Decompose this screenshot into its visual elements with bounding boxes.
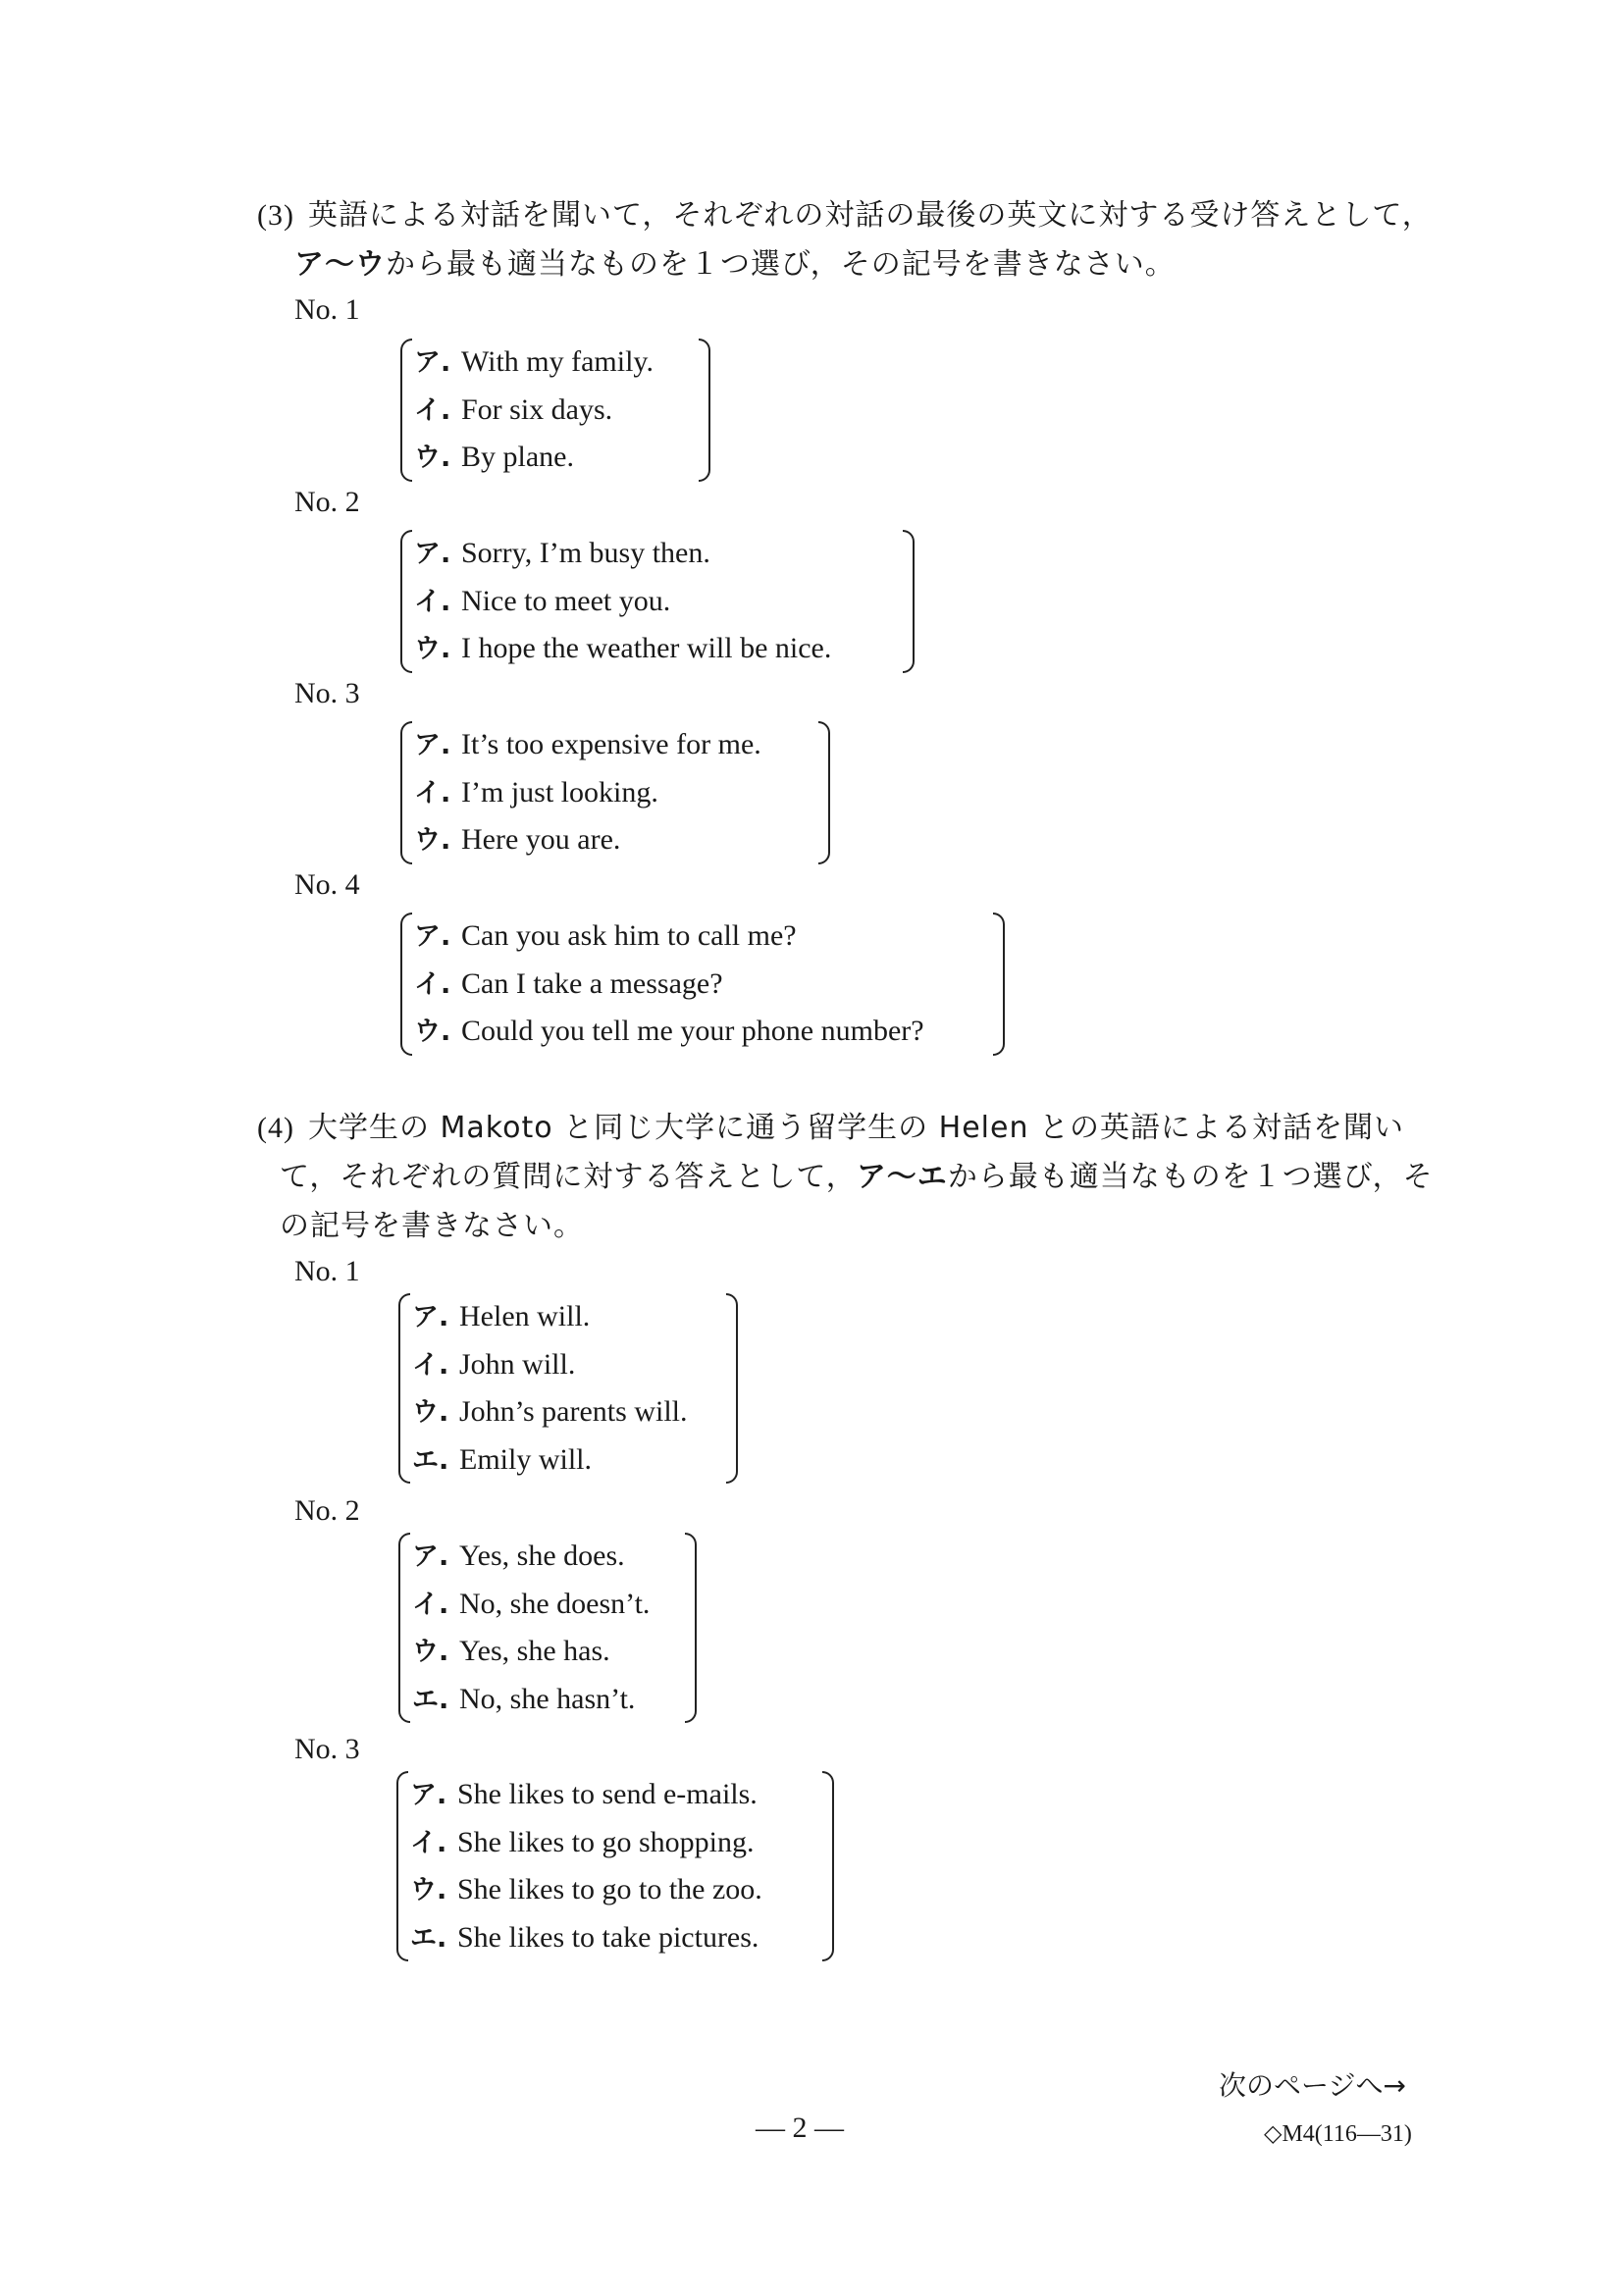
section3-instruction-line2: ア～ウから最も適当なものを１つ選び，その記号を書きなさい。: [294, 247, 1176, 282]
bracket-left: [400, 530, 412, 673]
section4-instruction-line2: て，それぞれの質問に対する答えとして，ア～エから最も適当なものを１つ選び，そ: [280, 1160, 1434, 1194]
choice-option[interactable]: ア. She likes to send e-mails.: [410, 1778, 758, 1810]
s4-q2-label: No. 2: [294, 1494, 360, 1527]
page-number: — 2 —: [756, 2112, 844, 2144]
bracket-right: [726, 1293, 738, 1484]
choice-option[interactable]: ウ. Yes, she has.: [412, 1635, 610, 1667]
choice-option[interactable]: イ. John will.: [412, 1347, 576, 1381]
choice-option[interactable]: イ. Nice to meet you.: [414, 584, 671, 617]
choice-option[interactable]: エ. No, she hasn’t.: [412, 1682, 636, 1715]
s3-q1-label: No. 1: [294, 293, 360, 326]
section4-instruction-line3: の記号を書きなさい。: [280, 1209, 584, 1243]
choice-option[interactable]: ア. With my family.: [414, 345, 654, 378]
bracket-right: [699, 339, 710, 482]
choice-option[interactable]: イ. She likes to go shopping.: [410, 1825, 755, 1858]
document-code: ◇M4(116—31): [1264, 2121, 1412, 2147]
choice-option[interactable]: ア. Can you ask him to call me?: [414, 919, 797, 952]
section4-number: (4): [257, 1112, 294, 1144]
section4-instruction-line1: (4) 大学生の Makoto と同じ大学に通う留学生の Helen との英語による対話を聞い: [257, 1111, 1404, 1145]
bracket-right: [818, 721, 830, 864]
s4-q1-choices: [398, 1293, 738, 1484]
s3-q2-label: No. 2: [294, 486, 360, 518]
choice-option[interactable]: ウ. John’s parents will.: [412, 1395, 688, 1428]
choice-option[interactable]: イ. No, she doesn’t.: [412, 1587, 651, 1620]
choice-option[interactable]: イ. I’m just looking.: [414, 775, 658, 809]
s3-q3-choices: [400, 721, 830, 864]
s4-q3-choices: [396, 1771, 834, 1961]
bracket-left: [400, 913, 412, 1056]
choice-option[interactable]: ア. It’s too expensive for me.: [414, 728, 761, 760]
bracket-right: [685, 1533, 697, 1723]
choice-option[interactable]: ウ. By plane.: [414, 441, 574, 473]
section3-instruction-line1: (3) 英語による対話を聞いて，それぞれの対話の最後の英文に対する受け答えとして，: [257, 198, 1433, 233]
s3-q1-choices: [400, 339, 710, 482]
choice-option[interactable]: イ. Can I take a message?: [414, 966, 723, 1000]
choice-option[interactable]: イ. For six days.: [414, 392, 613, 426]
choice-option[interactable]: ウ. I hope the weather will be nice.: [414, 632, 832, 664]
bracket-right: [822, 1771, 834, 1961]
s3-q3-label: No. 3: [294, 677, 360, 709]
bracket-left: [400, 721, 412, 864]
s4-q1-label: No. 1: [294, 1255, 360, 1287]
s4-q2-choices: [398, 1533, 697, 1723]
choice-option[interactable]: ア. Helen will.: [412, 1300, 591, 1332]
section3-number: (3): [257, 199, 294, 232]
choice-option[interactable]: ウ. She likes to go to the zoo.: [410, 1873, 762, 1905]
bracket-left: [400, 339, 412, 482]
choice-option[interactable]: エ. Emily will.: [412, 1442, 592, 1476]
choice-option[interactable]: ウ. Here you are.: [414, 823, 621, 856]
next-page-indicator: 次のページへ→: [1219, 2069, 1406, 2102]
choice-option[interactable]: ウ. Could you tell me your phone number?: [414, 1015, 924, 1047]
s3-q4-label: No. 4: [294, 868, 360, 901]
s3-q4-choices: [400, 913, 1005, 1056]
bracket-right: [903, 530, 915, 673]
choice-option[interactable]: ア. Sorry, I’m busy then.: [414, 537, 710, 569]
bracket-left: [396, 1771, 408, 1961]
s4-q3-label: No. 3: [294, 1733, 360, 1765]
bracket-left: [398, 1533, 410, 1723]
bracket-right: [993, 913, 1005, 1056]
choice-option[interactable]: エ. She likes to take pictures.: [410, 1920, 759, 1954]
choice-option[interactable]: ア. Yes, she does.: [412, 1539, 625, 1572]
bracket-left: [398, 1293, 410, 1484]
s3-q2-choices: [400, 530, 915, 673]
